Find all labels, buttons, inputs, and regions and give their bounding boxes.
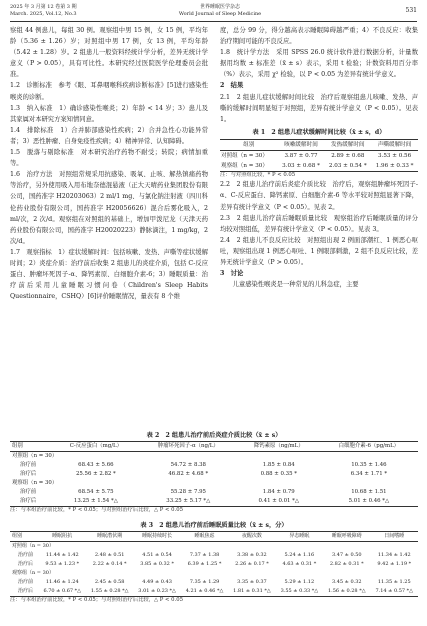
left-column (10, 25, 208, 302)
table-header: 咳嗽缓解时间 (278, 139, 325, 150)
table-cell: 2.82 ± 0.31 * (329, 561, 364, 567)
paragraph: 2.2 2 组患儿治疗前后炎症介质比较 治疗后，观察组肿瘤坏死因子-α、C-反应蛋白、降钙素原、白细胞介素-6 等水平较对照组显著下降，差异有统计学意义（P < 0.05）。见表 2。 (220, 181, 418, 211)
paragraph: 1.5 脱落与剔除标准 对本研究治疗药物不耐受；转院；病情加重等。 (10, 149, 208, 168)
paragraph: 度，总分 99 分，得分越高表示睡眠障碍越严重；4）不良反应：收集治疗期间可能的不良反应。 (220, 27, 418, 46)
table-cell: 治疗前 (20, 489, 37, 495)
table3-block (10, 521, 418, 605)
paragraph: 2.4 2 组患儿不良反应比较 对照组出现 2 例面部潮红、1 例恶心呕吐，观察组出现 1 例恶心呕吐、1 例眼部刺激，2 组不良反应比较，差异无统计学意义（P > 0.05）。 (220, 236, 418, 266)
table-cell: 11.44 ± 1.42 (45, 552, 79, 558)
table-cell: 观察组（n = 30） (220, 161, 278, 172)
journal-issue (10, 4, 77, 18)
table-cell: 54.72 ± 8.38 (170, 462, 206, 468)
table-cell: 6.39 ± 1.25 * (187, 561, 222, 567)
page-number: 531 (405, 7, 417, 14)
table-cell: 3.53 ± 0.56 (378, 152, 412, 159)
table-cell: 7.37 ± 1.38 (189, 552, 220, 558)
table-cell: 2.89 ± 0.68 (331, 152, 365, 159)
journal-name (160, 4, 280, 18)
table-header: 发热缓解时间 (324, 139, 371, 150)
table-cell: 13.25 ± 1.54 *△ (53, 497, 139, 507)
table-header: 睡眠阻抗 (39, 532, 86, 542)
table-row (220, 161, 418, 172)
table-row (10, 560, 418, 569)
paragraph: 察组 44 例患儿，每组 30 例。观察组中男 15 例，女 15 例，平均年龄（5.36 ± 1.26）岁；对照组中男 17 例，女 13 例，平均年龄（5.42 ± 1.28）岁。2 组患儿一般资料经统计学分析，差异无统计学意义（P > 0.05），具有可比性。本研究经过医院医学伦理委员会批准。 (10, 27, 208, 79)
table-cell: 治疗前 (18, 552, 34, 558)
paragraph: 2.3 2 组患儿治疗前后睡眠质量比较 观察组治疗后睡眠质量的评分均较对照组低，差异有统计学意义（P < 0.05）。见表 3。 (220, 214, 418, 233)
table2-caption: 表 2 2 组患儿治疗前后炎症介质比较（x̄ ± s） (146, 432, 282, 439)
running-header (10, 4, 417, 26)
table-group-row (10, 452, 418, 462)
table-cell: 9.42 ± 1.19 * (377, 561, 412, 567)
table-cell: 2.26 ± 0.17 * (235, 561, 269, 567)
table-header: 组别 (220, 139, 278, 150)
table-cell: 6.34 ± 1.71 * (350, 471, 388, 477)
table-header: 睡眠呼吸障碍 (323, 532, 370, 542)
table-cell: 治疗后 (20, 471, 37, 477)
table-row (10, 488, 418, 497)
header-rule (10, 21, 417, 22)
table-cell: 11.46 ± 1.24 (45, 579, 79, 585)
table-cell: 治疗后 (10, 497, 53, 507)
table-cell: 33.25 ± 5.17 *△ (139, 497, 238, 507)
table2-block (10, 431, 418, 515)
table-cell: 68.43 ± 5.66 (78, 462, 114, 468)
table-header: 异态睡眠 (276, 532, 323, 542)
table-group-row (10, 569, 418, 578)
group-label: 对照组（n = 30） (12, 453, 58, 459)
table-cell: 1.84 ± 0.79 (262, 489, 295, 495)
table-header: C-反应蛋白（mg/L） (53, 442, 139, 452)
table3-note: 注：与本组治疗前比较，* P < 0.05；与对照组治疗后比较，△ P < 0.05 (10, 597, 183, 603)
table-cell: 治疗后 (10, 587, 39, 597)
table-cell: 46.82 ± 4.68 * (168, 471, 209, 477)
paragraph: 1.4 排除标准 1）合并肺部感染性疾病；2）合并急性心功能异常者；3）恶性肿瘤、自身免疫性疾病；4）精神异常、认知障碍。 (10, 126, 208, 145)
table-cell: 3.45 ± 0.32 (331, 579, 362, 585)
table-cell: 治疗后 (18, 561, 34, 567)
issue-cn: 2025 年 3 月第 12 卷第 3 期 (10, 4, 77, 10)
table-cell: 9.53 ± 1.23 * (45, 561, 80, 567)
group-label: 对照组（n = 30） (12, 543, 54, 549)
table-header: 白细胞介素-6（pg/mL） (320, 442, 418, 452)
table-cell: 6.70 ± 0.67 *△ (39, 587, 86, 597)
table-header: 睡眠潜伏期 (86, 532, 133, 542)
table-cell: 5.29 ± 1.12 (284, 579, 315, 585)
table1-caption: 表 1 2 组患儿症状缓解时间比较（x̄ ± s，d） (252, 128, 386, 136)
table-row (10, 587, 418, 597)
table-cell: 1.55 ± 0.28 *△ (86, 587, 133, 597)
table-cell: 7.14 ± 0.57 *△ (370, 587, 418, 597)
table-cell: 5.24 ± 1.16 (284, 552, 315, 558)
table-row (10, 470, 418, 479)
table-header: 肿瘤坏死因子-α（ng/L） (139, 442, 238, 452)
table-cell: 1.85 ± 0.84 (262, 462, 295, 468)
table-cell: 68.54 ± 5.75 (78, 489, 114, 495)
table-cell: 3.01 ± 0.23 *△ (133, 587, 180, 597)
section-heading: 3 讨论 (220, 270, 244, 278)
table-cell: 3.03 ± 0.68 * (278, 161, 325, 172)
paragraph: 1.8 统计学方法 采用 SPSS 26.0 统计软件进行数据分析，计量数据用均数 ± 标准差（x̄ ± s）表示，采用 t 检验；计数资料用百分率（%）表示，采用 χ² 检验，以 P < 0.05 为差异有统计学意义。 (220, 49, 418, 79)
table-cell: 治疗前 (20, 462, 37, 468)
table-row (10, 578, 418, 587)
table-cell: 0.88 ± 0.35 * (260, 471, 297, 477)
table-cell: 3.47 ± 0.50 (331, 552, 362, 558)
table-cell: 11.34 ± 1.42 (377, 552, 411, 558)
table-row (10, 461, 418, 470)
table3-caption: 表 3 2 组患儿治疗前后睡眠质量比较（x̄ ± s，分） (140, 522, 288, 529)
table-cell: 3.85 ± 0.32 * (140, 561, 174, 567)
table-cell: 10.35 ± 1.46 (351, 462, 387, 468)
table-header: 日间嗜睡 (370, 532, 418, 542)
table-cell: 2.22 ± 0.14 * (92, 561, 127, 567)
table-header: 声嘶缓解时间 (371, 139, 418, 150)
table-header: 降钙素原（ng/mL） (238, 442, 320, 452)
journal-name-en: World Journal of Sleep Medicine (178, 11, 262, 17)
table-cell: 1.81 ± 0.31 *△ (228, 587, 275, 597)
table-cell: 0.41 ± 0.01 *△ (238, 497, 320, 507)
table-group-row (10, 542, 418, 552)
table-cell: 55.28 ± 7.95 (170, 489, 206, 495)
table-header: 夜醒次数 (228, 532, 275, 542)
paragraph: 2.1 2 组患儿症状缓解时间比较 治疗后观察组患儿咳嗽、发热、声嘶的缓解时间明显短于对照组，差异有统计学意义（P < 0.05）。见表 1。 (220, 93, 418, 123)
right-column (220, 25, 418, 290)
issue-en: March. 2025, Vol.12, No.3 (10, 11, 77, 17)
table-header: 组别 (10, 442, 53, 452)
table-cell: 25.56 ± 2.82 * (75, 471, 116, 477)
table-header: 睡眠持续时长 (133, 532, 180, 542)
table-cell: 2.48 ± 0.51 (94, 552, 125, 558)
table1 (220, 139, 418, 172)
table2-note: 注：与本组治疗前比较，* P < 0.05；与对照组治疗后比较，△ P < 0.05 (10, 507, 183, 513)
table-cell: 7.35 ± 1.29 (189, 579, 220, 585)
table-cell: 2.45 ± 0.58 (94, 579, 125, 585)
table-header: 组别 (10, 532, 39, 542)
paragraph: 儿童感染性喉炎是一种常见的儿科急症，主要 (220, 281, 359, 289)
table-cell: 4.63 ± 0.31 * (282, 561, 317, 567)
table2 (10, 441, 418, 507)
group-label: 观察组（n = 30） (12, 570, 54, 576)
paragraph: 1.6 治疗方法 对照组常规采用抗感染、吸氧、止咳、解热镇痛药物等治疗，另外使用吸入用布地奈德混悬液（正大天晴药业集团股份有限公司，国药准字 H20203063）2 ml/1 mg、与氯化钠注射液（四川科伦药业股份有限公司，国药准字 H20056626）混合后雾化吸入，2 ml/次，2 次/d。观察组在对照组的基础上，增加甲泼尼龙（天津天药药业股份有限公司，国药准字 H20020223）静脉滴注，1 mg/kg，2 次/d。 (10, 171, 208, 245)
table-cell: 5.01 ± 0.46 *△ (320, 497, 418, 507)
group-label: 观察组（n = 30） (12, 480, 58, 486)
table3 (10, 531, 418, 597)
table-cell: 3.55 ± 0.33 *△ (276, 587, 323, 597)
table-row (10, 551, 418, 560)
table-cell: 2.03 ± 0.54 * (324, 161, 371, 172)
table-cell: 3.35 ± 0.37 (237, 579, 267, 585)
table1-note: 注：与对照组比较，* P < 0.05 (220, 171, 296, 178)
table-cell: 治疗前 (18, 579, 34, 585)
table-cell: 对照组（n = 30） (221, 152, 268, 159)
table-cell: 4.51 ± 0.54 (142, 552, 172, 558)
table-cell: 4.21 ± 0.46 *△ (181, 587, 228, 597)
table-cell: 3.38 ± 0.32 (237, 552, 267, 558)
table-header: 睡眠焦虑 (181, 532, 228, 542)
journal-name-cn: 世界睡眠医学杂志 (199, 4, 240, 10)
table-cell: 10.68 ± 1.51 (351, 489, 387, 495)
table-cell: 11.35 ± 1.25 (377, 579, 411, 585)
paragraph: 1.3 纳入标准 1）确诊感染性喉炎；2）年龄 < 14 岁；3）患儿及其家属对本研究方案知情同意。 (10, 104, 208, 123)
table-cell: 4.49 ± 0.43 (142, 579, 172, 585)
paragraph: 1.7 观察指标 1）症状缓解时间：包括咳嗽、发热、声嘶等症状缓解时间；2）炎症介质：治疗前后收集 2 组患儿的炎症介质，包括 C-反应蛋白、肿瘤坏死因子-α、降钙素原、白细胞介素-6；3）睡眠质量：治疗前后采用儿童睡眠习惯问卷（Children's Sleep Habits Questionnaire，CSHQ）[6]评价睡眠情况，量表有 8 个维 (10, 248, 208, 301)
table-cell: 1.56 ± 0.28 *△ (323, 587, 370, 597)
table-row (220, 150, 418, 161)
section-heading: 2 结果 (220, 82, 244, 90)
table-cell: 3.87 ± 0.77 (284, 152, 318, 159)
table-row (10, 497, 418, 507)
table-group-row (10, 479, 418, 488)
paragraph: 1.2 诊断标准 参考《眼、耳鼻咽喉科疾病诊断标准》[5]进行感染性喉炎的诊断。 (10, 82, 208, 101)
table-cell: 1.96 ± 0.33 * (371, 161, 418, 172)
